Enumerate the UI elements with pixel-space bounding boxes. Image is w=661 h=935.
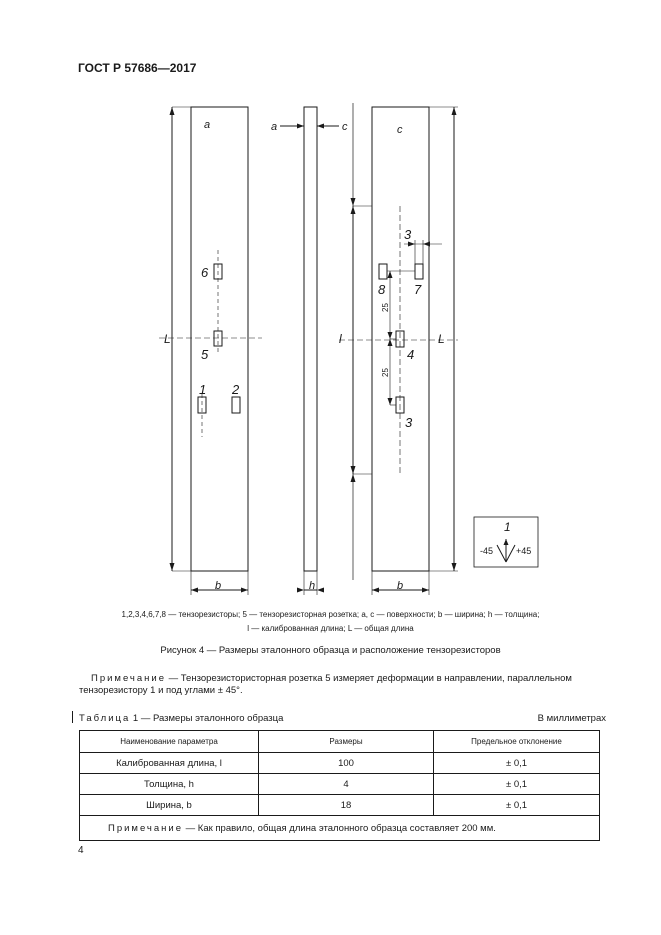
cell-tolerance: ± 0,1 [434, 753, 600, 774]
label-surface-a: a [204, 119, 211, 131]
label-angle-positive: +45 [516, 546, 532, 556]
dimensions-table [79, 730, 600, 841]
table-row [80, 753, 600, 774]
label-width-front: b [215, 580, 222, 592]
figure-caption: Рисунок 4 — Размеры эталонного образца и расположение тензорезисторов [160, 645, 501, 656]
table-units: В миллиметрах [537, 713, 606, 724]
label-gauge-3: 3 [405, 415, 413, 430]
label-spacing-lower: 25 [381, 368, 390, 377]
label-gauge-2: 2 [232, 382, 240, 397]
table-label: Таблица [79, 713, 131, 724]
label-total-length: L [164, 332, 171, 346]
figure-legend-line-1: 1,2,3,4,6,7,8 — тензорезисторы; 5 — тензорезисторная розетка; a, c — поверхности; b — ширина; h — толщина; [121, 610, 540, 619]
table-row [80, 795, 600, 816]
gauge-7 [415, 264, 423, 279]
label-offset-3: 3 [404, 227, 412, 242]
table-note-label: Примечание [108, 822, 183, 834]
label-angle-negative: -45 [480, 546, 494, 556]
label-surface-c: c [397, 124, 403, 136]
specimen-side-view [304, 107, 317, 571]
cell-parameter: Калиброванная длина, l [80, 753, 259, 774]
cell-tolerance: ± 0,1 [434, 795, 600, 816]
cell-parameter: Толщина, h [80, 774, 259, 795]
label-rosette-1: 1 [504, 520, 511, 534]
document-header: ГОСТ Р 57686—2017 [78, 61, 197, 75]
specimen-front-view [191, 107, 248, 571]
page-number: 4 [78, 845, 84, 856]
label-gauge-8: 8 [378, 282, 386, 297]
column-header-dimensions: Размеры [259, 731, 434, 753]
table-row [80, 774, 600, 795]
note-text: — Тензорезистористорная розетка 5 измеряет деформации в направлении, параллельном тензорезистору 1 и под углами ± 45°. [79, 673, 572, 696]
label-surface-c-side: c [342, 121, 348, 133]
label-total-length-right: L [438, 332, 445, 346]
label-width-back: b [397, 580, 404, 592]
table-note-text: — Как правило, общая длина эталонного образца составляет 200 мм. [183, 822, 496, 834]
figure-legend-line-2: l — калиброванная длина; L — общая длина [247, 624, 414, 633]
cell-parameter: Ширина, b [80, 795, 259, 816]
label-surface-a-side: a [271, 121, 278, 133]
label-gauge-4: 4 [407, 347, 415, 362]
cell-dimension: 18 [259, 795, 434, 816]
column-header-tolerance: Предельное отклонение [434, 731, 600, 753]
label-gauge-1: 1 [199, 382, 207, 397]
table-title [79, 713, 283, 724]
label-calibrated-length: l [339, 332, 342, 346]
label-gauge-5: 5 [201, 347, 209, 362]
label-gauge-7: 7 [414, 282, 422, 297]
cell-dimension: 4 [259, 774, 434, 795]
column-header-parameter: Наименование параметра [80, 731, 259, 753]
table-note [80, 816, 600, 841]
note-label: Примечание [91, 673, 166, 684]
label-gauge-6: 6 [201, 265, 209, 280]
gauge-2 [232, 397, 240, 413]
label-spacing-upper: 25 [381, 303, 390, 312]
change-bar [72, 711, 73, 723]
label-thickness: h [309, 580, 316, 592]
table-note-row [80, 816, 600, 841]
gauge-8 [379, 264, 387, 279]
table-header-row [80, 731, 600, 753]
figure-note [79, 673, 599, 697]
cell-dimension: 100 [259, 753, 434, 774]
cell-tolerance: ± 0,1 [434, 774, 600, 795]
table-title-text: 1 — Размеры эталонного образца [132, 713, 284, 724]
specimen-back-view [372, 107, 429, 571]
